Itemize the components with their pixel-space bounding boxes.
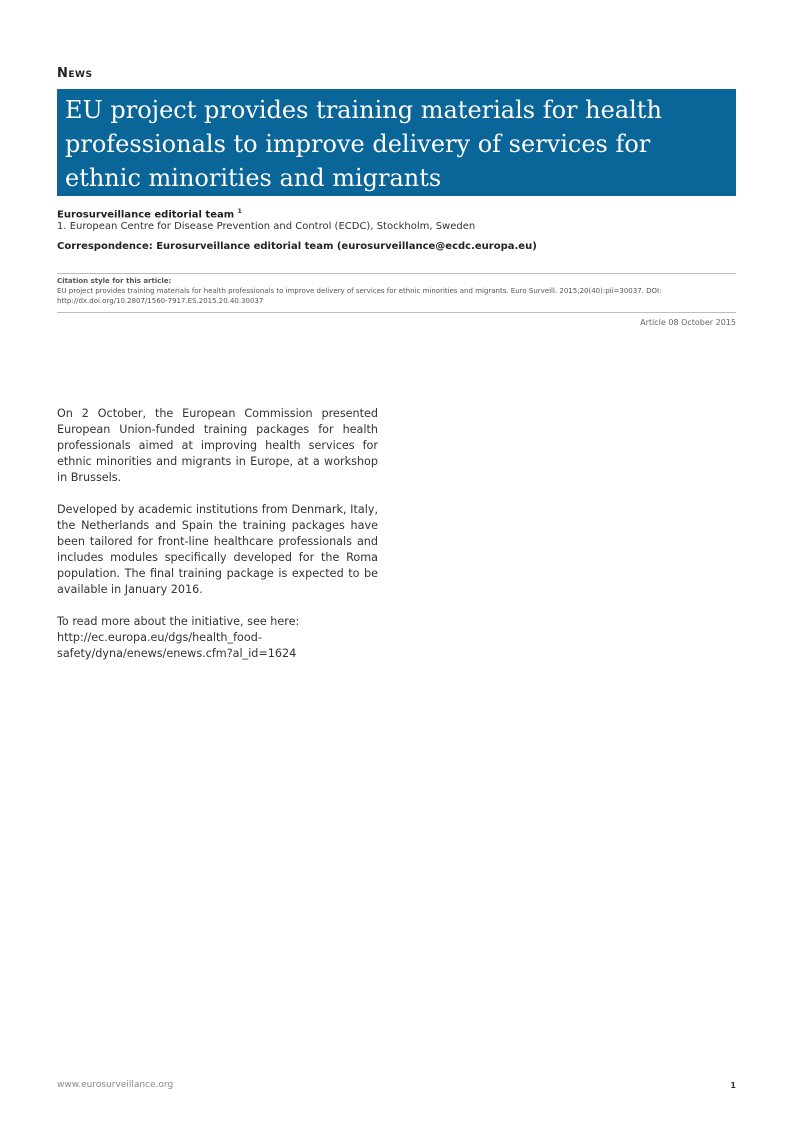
citation-heading: Citation style for this article: (57, 277, 172, 285)
citation-top-rule (57, 273, 736, 274)
affiliation-marker: 1 (237, 208, 242, 215)
article-title: EU project provides training materials for health professionals to improve delivery of services for ethnic minorities and migrants (65, 96, 662, 192)
body-paragraph-link[interactable]: To read more about the initiative, see here: http://ec.europa.eu/dgs/health_food-safety/dyna/enews/enews.cfm?al_id=1624 (57, 615, 300, 660)
title-banner (57, 89, 736, 196)
citation-bottom-rule (57, 312, 736, 313)
body-paragraph: Developed by academic institutions from Denmark, Italy, the Netherlands and Spain the training packages have been tailored for front-line healthcare professionals and includes modules specifically developed for the Roma population. The final training package is expected to be available in January 2016. (57, 503, 378, 596)
correspondence: Correspondence: Eurosurveillance editorial team (eurosurveillance@ecdc.europa.eu) (57, 241, 537, 252)
article-body (57, 406, 378, 678)
footer-url[interactable]: www.eurosurveillance.org (57, 1080, 174, 1090)
article-date: Article 08 October 2015 (640, 318, 736, 327)
citation-text: EU project provides training materials for health professionals to improve delivery of services for ethnic minorities and migrants. Euro Surveill. 2015;20(40):pii=30037. DOI: http://dx.doi.org/10.2807/1560-7917.ES.2015.20.40.30037 (57, 287, 662, 305)
body-paragraph: On 2 October, the European Commission presented European Union-funded training packages for health professionals aimed at improving health services for ethnic minorities and migrants in Europe, at a workshop in Brussels. (57, 407, 378, 484)
section-label: News (57, 66, 93, 81)
page-number: 1 (730, 1081, 736, 1090)
author-name: Eurosurveillance editorial team (57, 209, 235, 221)
author-line (57, 208, 242, 220)
affiliation: 1. European Centre for Disease Prevention and Control (ECDC), Stockholm, Sweden (57, 221, 476, 232)
